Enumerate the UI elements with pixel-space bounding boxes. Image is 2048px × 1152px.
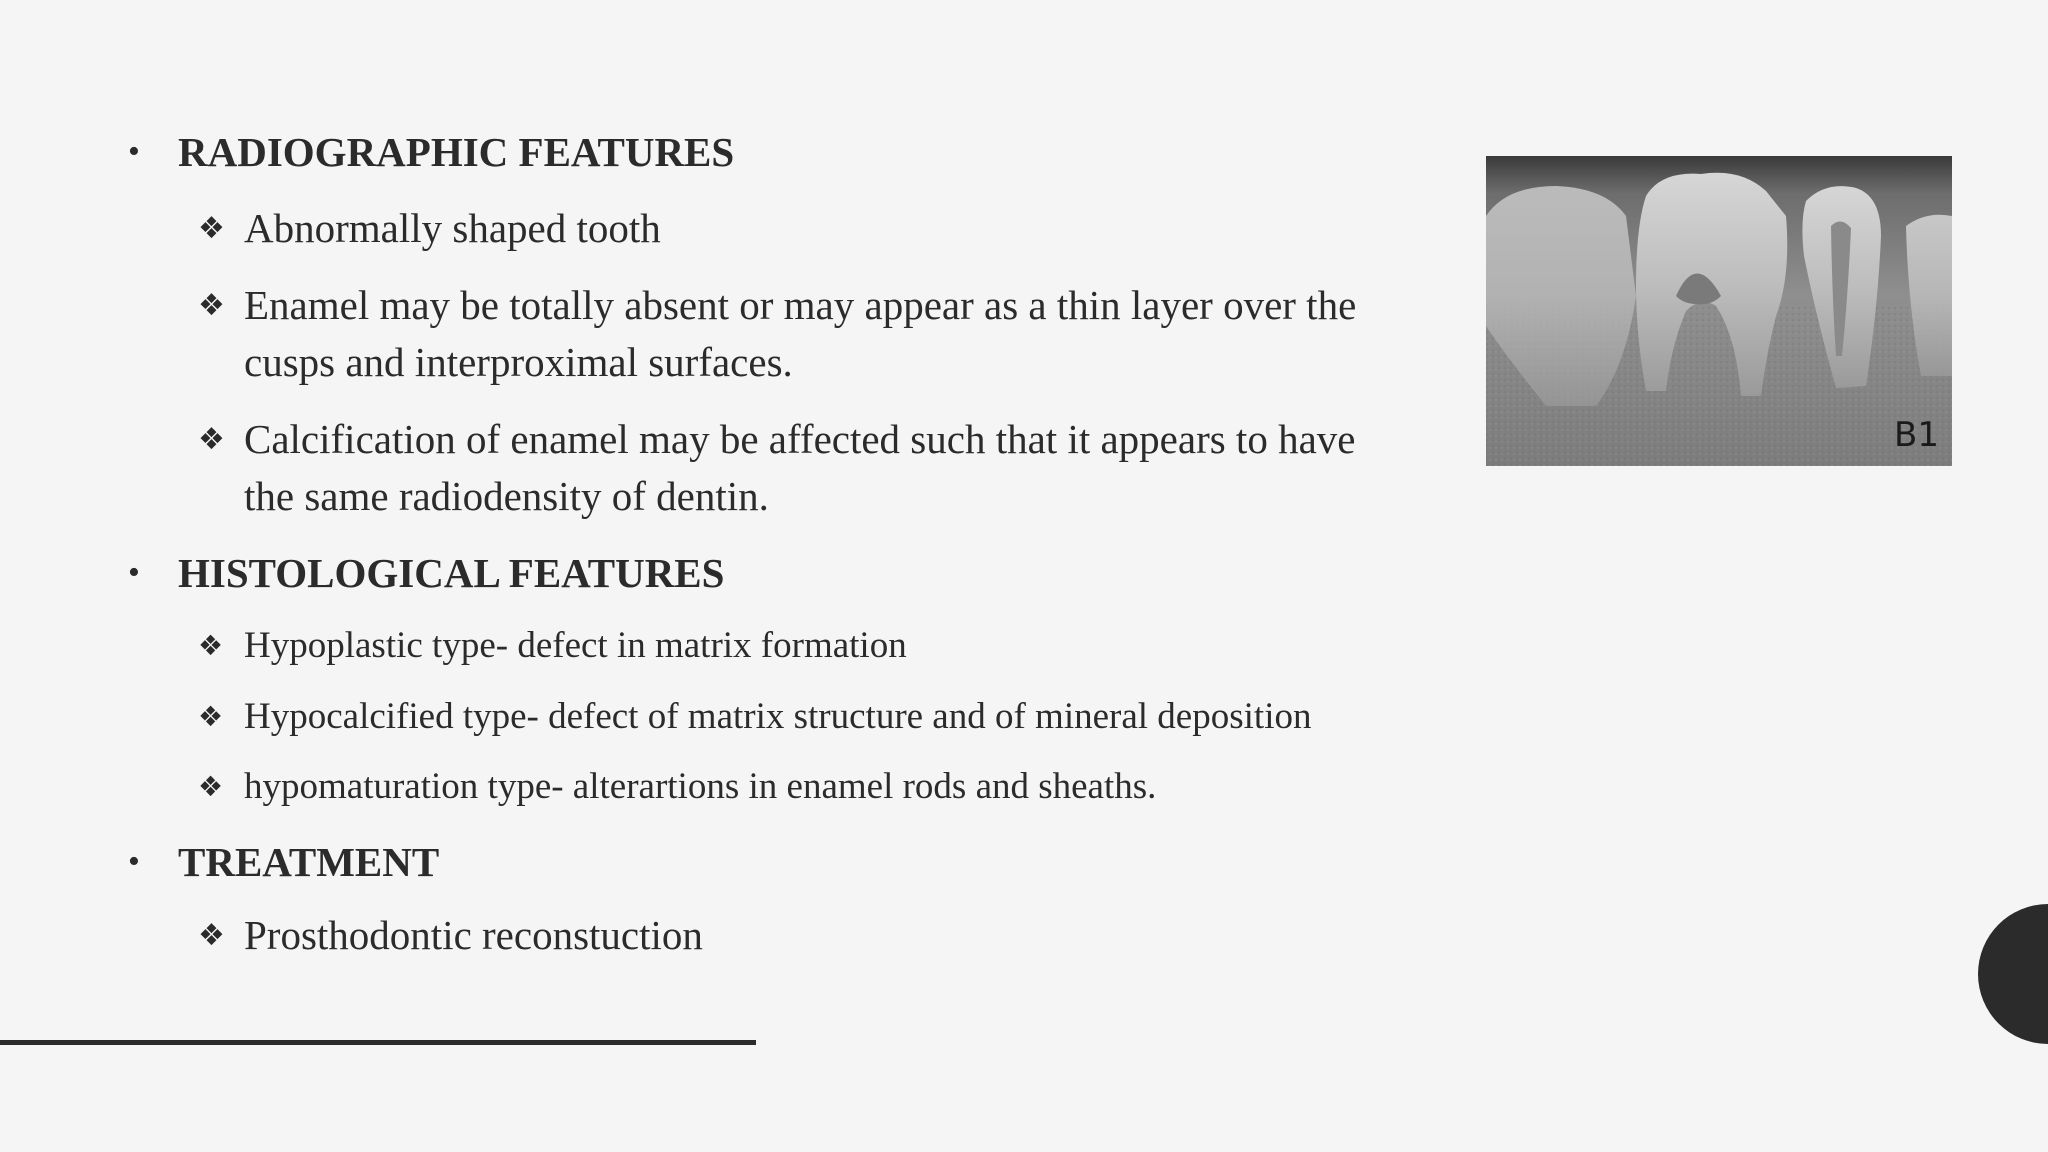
list-item-text: hypomaturation type- alterartions in enamel rods and sheaths. [244, 766, 1157, 807]
diamond-bullet-icon: ❖ [198, 918, 225, 953]
list-item [198, 277, 1378, 391]
list-item [198, 907, 1378, 964]
radiograph-image [1486, 156, 1952, 466]
decorative-circle [1978, 904, 2048, 1044]
section-heading-treatment [128, 839, 440, 885]
image-label: B1 [1894, 415, 1939, 455]
list-item-text: Prosthodontic reconstuction [244, 912, 703, 958]
diamond-bullet-icon: ❖ [198, 288, 225, 323]
list-item-text: Hypoplastic type- defect in matrix formation [244, 625, 907, 666]
section-heading-text: HISTOLOGICAL FEATURES [178, 550, 725, 596]
section-heading-radiographic [128, 129, 735, 175]
list-item [198, 411, 1378, 525]
list-item [198, 621, 1398, 671]
section-heading-text: RADIOGRAPHIC FEATURES [178, 129, 735, 175]
decorative-divider [0, 1040, 756, 1045]
diamond-bullet-icon: ❖ [198, 422, 225, 457]
bullet-icon: • [128, 554, 140, 591]
diamond-bullet-icon: ❖ [198, 700, 224, 733]
list-item-text: Enamel may be totally absent or may appear as a thin layer over the cusps and interproximal surfaces. [244, 282, 1357, 385]
section-heading-histological [128, 550, 725, 596]
bullet-icon: • [128, 843, 140, 880]
diamond-bullet-icon: ❖ [198, 629, 224, 662]
diamond-bullet-icon: ❖ [198, 770, 224, 803]
list-item-text: Calcification of enamel may be affected such that it appears to have the same radiodensity of dentin. [244, 416, 1356, 519]
section-heading-text: TREATMENT [178, 839, 440, 885]
bullet-icon: • [128, 133, 140, 170]
list-item [198, 692, 1398, 742]
list-item [198, 762, 1398, 812]
list-item-text: Hypocalcified type- defect of matrix structure and of mineral deposition [244, 696, 1312, 737]
diamond-bullet-icon: ❖ [198, 211, 225, 246]
list-item-text: Abnormally shaped tooth [244, 205, 661, 251]
list-item [198, 200, 1378, 257]
